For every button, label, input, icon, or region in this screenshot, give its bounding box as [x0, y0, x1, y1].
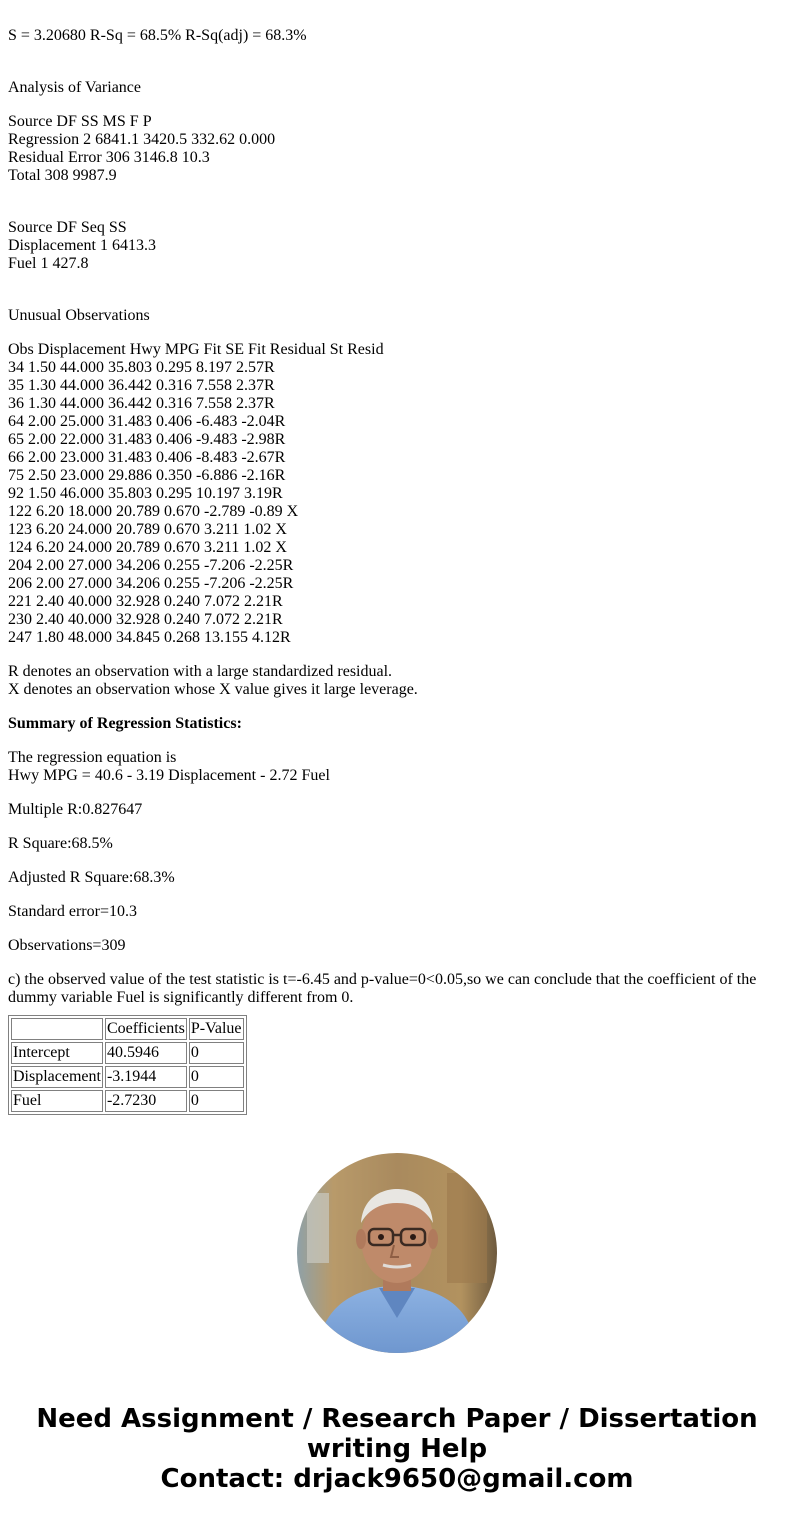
part-c-conclusion: c) the observed value of the test statistic is t=-6.45 and p-value=0<0.05,so we can conclude that the coefficient of the dummy variable Fuel is significantly different from 0.: [8, 971, 757, 1006]
anova-title: Analysis of Variance: [8, 79, 141, 96]
unusual-row: 204 2.00 27.000 34.206 0.255 -7.206 -2.25R: [8, 557, 294, 574]
contact-email: Contact: drjack9650@gmail.com: [160, 1464, 634, 1494]
table-cell: 40.5946: [105, 1042, 187, 1064]
table-cell: -2.7230: [105, 1090, 187, 1112]
adjusted-r-square: Adjusted R Square:68.3%: [8, 869, 175, 886]
table-cell: [11, 1018, 103, 1040]
author-portrait-icon: [297, 1153, 497, 1353]
unusual-row: 35 1.30 44.000 36.442 0.316 7.558 2.37R: [8, 377, 275, 394]
seq-ss-row: Displacement 1 6413.3: [8, 237, 156, 254]
unusual-header: Obs Displacement Hwy MPG Fit SE Fit Residual St Resid: [8, 341, 384, 358]
unusual-row: 34 1.50 44.000 35.803 0.295 8.197 2.57R: [8, 359, 275, 376]
unusual-title: Unusual Observations: [8, 307, 150, 324]
anova-row: Residual Error 306 3146.8 10.3: [8, 149, 210, 166]
unusual-row: 65 2.00 22.000 31.483 0.406 -9.483 -2.98R: [8, 431, 286, 448]
note-x: X denotes an observation whose X value gives it large leverage.: [8, 681, 418, 698]
anova-header: Source DF SS MS F P: [8, 113, 152, 130]
anova-row: Regression 2 6841.1 3420.5 332.62 0.000: [8, 131, 276, 148]
table-row: [11, 1066, 244, 1088]
contact-banner: [0, 1404, 794, 1494]
table-cell: 0: [189, 1042, 244, 1064]
unusual-row: 221 2.40 40.000 32.928 0.240 7.072 2.21R: [8, 593, 283, 610]
seq-ss-row: Fuel 1 427.8: [8, 255, 89, 272]
document-body: [8, 27, 786, 1115]
table-header-cell: Coefficients: [105, 1018, 187, 1040]
r-square: R Square:68.5%: [8, 835, 113, 852]
note-r: R denotes an observation with a large standardized residual.: [8, 663, 393, 680]
observations: Observations=309: [8, 937, 126, 954]
equation-intro: The regression equation is: [8, 749, 177, 766]
table-cell: Displacement: [11, 1066, 103, 1088]
unusual-row: 247 1.80 48.000 34.845 0.268 13.155 4.12R: [8, 629, 291, 646]
unusual-row: 206 2.00 27.000 34.206 0.255 -7.206 -2.25R: [8, 575, 294, 592]
table-cell: 0: [189, 1066, 244, 1088]
unusual-row: 92 1.50 46.000 35.803 0.295 10.197 3.19R: [8, 485, 283, 502]
table-cell: Fuel: [11, 1090, 103, 1112]
table-cell: -3.1944: [105, 1066, 187, 1088]
table-row: [11, 1042, 244, 1064]
coefficients-table: [8, 1015, 247, 1115]
model-summary: S = 3.20680 R-Sq = 68.5% R-Sq(adj) = 68.3%: [8, 27, 307, 44]
regression-equation: Hwy MPG = 40.6 - 3.19 Displacement - 2.72 Fuel: [8, 767, 330, 784]
unusual-row: 123 6.20 24.000 20.789 0.670 3.211 1.02 X: [8, 521, 287, 538]
unusual-row: 64 2.00 25.000 31.483 0.406 -6.483 -2.04R: [8, 413, 286, 430]
anova-row: Total 308 9987.9: [8, 167, 117, 184]
unusual-row: 122 6.20 18.000 20.789 0.670 -2.789 -0.89 X: [8, 503, 299, 520]
banner-line: Need Assignment / Research Paper / Dissertation: [36, 1404, 758, 1434]
unusual-row: 66 2.00 23.000 31.483 0.406 -8.483 -2.67R: [8, 449, 286, 466]
table-header-cell: P-Value: [189, 1018, 244, 1040]
banner-line: writing Help: [306, 1434, 488, 1464]
unusual-row: 75 2.50 23.000 29.886 0.350 -6.886 -2.16R: [8, 467, 286, 484]
unusual-row: 36 1.30 44.000 36.442 0.316 7.558 2.37R: [8, 395, 275, 412]
seq-ss-header: Source DF Seq SS: [8, 219, 127, 236]
summary-title: Summary of Regression Statistics:: [8, 715, 242, 732]
multiple-r: Multiple R:0.827647: [8, 801, 143, 818]
standard-error: Standard error=10.3: [8, 903, 137, 920]
table-header-row: [11, 1018, 244, 1040]
author-avatar: [297, 1153, 497, 1353]
table-cell: 0: [189, 1090, 244, 1112]
table-row: [11, 1090, 244, 1112]
unusual-row: 230 2.40 40.000 32.928 0.240 7.072 2.21R: [8, 611, 283, 628]
unusual-row: 124 6.20 24.000 20.789 0.670 3.211 1.02 X: [8, 539, 287, 556]
table-cell: Intercept: [11, 1042, 103, 1064]
